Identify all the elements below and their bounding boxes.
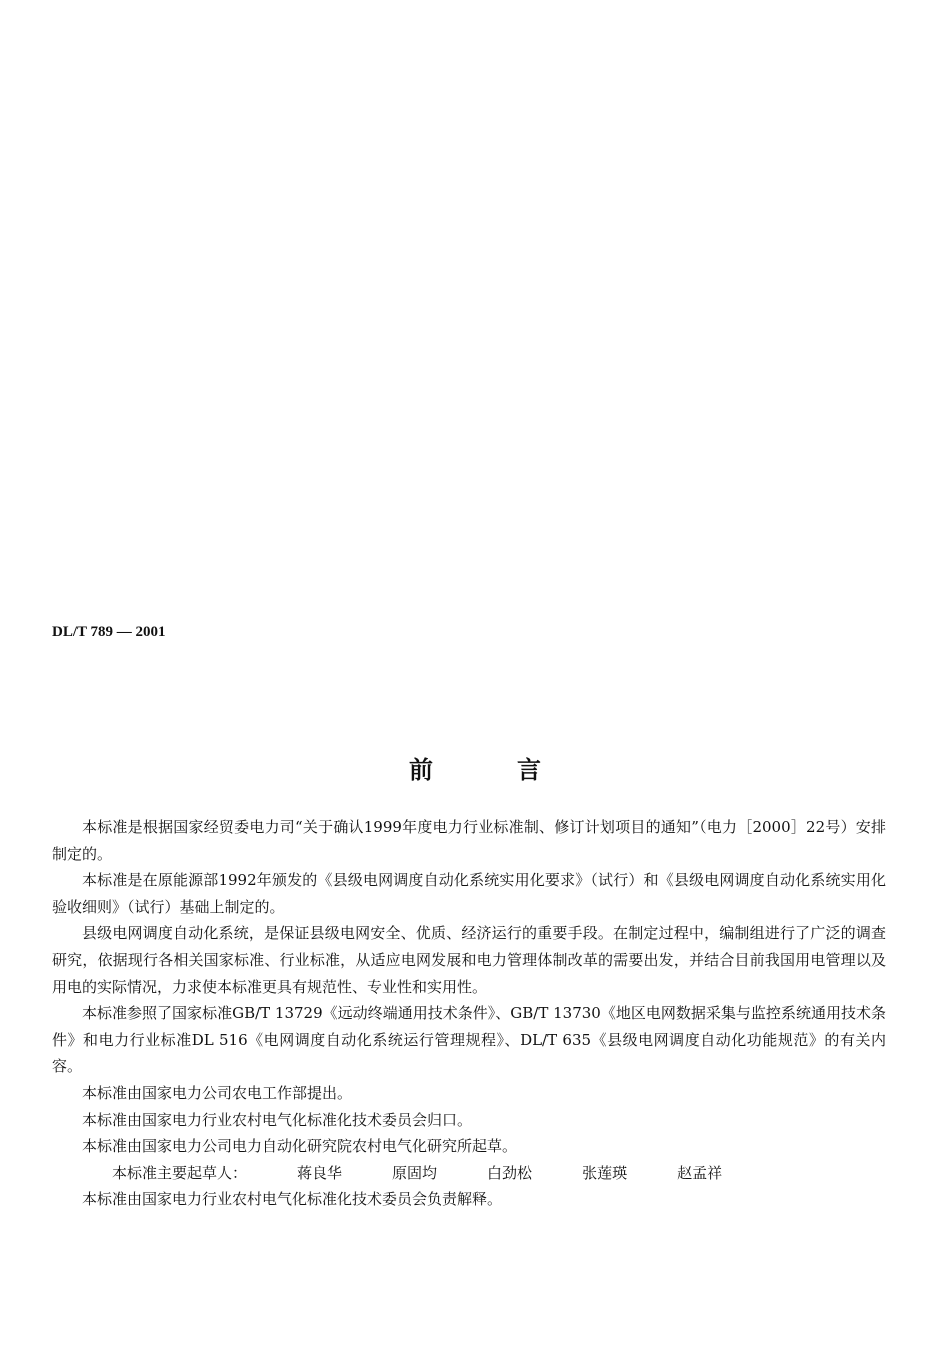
drafters-line [52,1160,886,1187]
paragraph-4: 本标准参照了国家标准GB/T 13729《远动终端通用技术条件》、GB/T 13730《地区电网数据采集与监控系统通用技术条件》和电力行业标准DL 516《电网调度自动化系统运行管理规程》、DL/T 635《县级电网调度自动化功能规范》的有关内容。 [52,1004,886,1076]
foreword-body [52,814,886,1213]
paragraph-2: 本标准是在原能源部1992年颁发的《县级电网调度自动化系统实用化要求》（试行）和《县级电网调度自动化系统实用化验收细则》（试行）基础上制定的。 [52,871,886,916]
drafter-name: 赵孟祥 [677,1163,723,1182]
paragraph-last: 本标准由国家电力行业农村电气化标准化技术委员会负责解释。 [82,1190,503,1209]
drafter-name: 张莲瑛 [582,1163,628,1182]
paragraph-1: 本标准是根据国家经贸委电力司“关于确认1999年度电力行业标准制、修订计划项目的通知”（电力［2000］22号）安排制定的。 [52,818,886,863]
drafters-label: 本标准主要起草人： [112,1163,248,1182]
page-title [0,750,950,785]
paragraph-5: 本标准由国家电力公司农电工作部提出。 [82,1083,353,1102]
document-code: DL/T 789 — 2001 [52,624,166,640]
title-char-1: 前 [409,755,433,784]
paragraph-7: 本标准由国家电力公司电力自动化研究院农村电气化研究所起草。 [82,1137,518,1156]
title-char-2: 言 [517,755,541,784]
drafter-name: 原固均 [392,1163,438,1182]
drafter-name: 白劲松 [487,1163,533,1182]
paragraph-3: 县级电网调度自动化系统，是保证县级电网安全、优质、经济运行的重要手段。在制定过程中，编制组进行了广泛的调查研究，依据现行各相关国家标准、行业标准，从适应电网发展和电力管理体制改革的需要出发，并结合目前我国用电管理以及用电的实际情况，力求使本标准更具有规范性、专业性和实用性。 [52,924,886,996]
paragraph-6: 本标准由国家电力行业农村电气化标准化技术委员会归口。 [82,1110,473,1129]
drafter-name: 蒋良华 [297,1163,343,1182]
